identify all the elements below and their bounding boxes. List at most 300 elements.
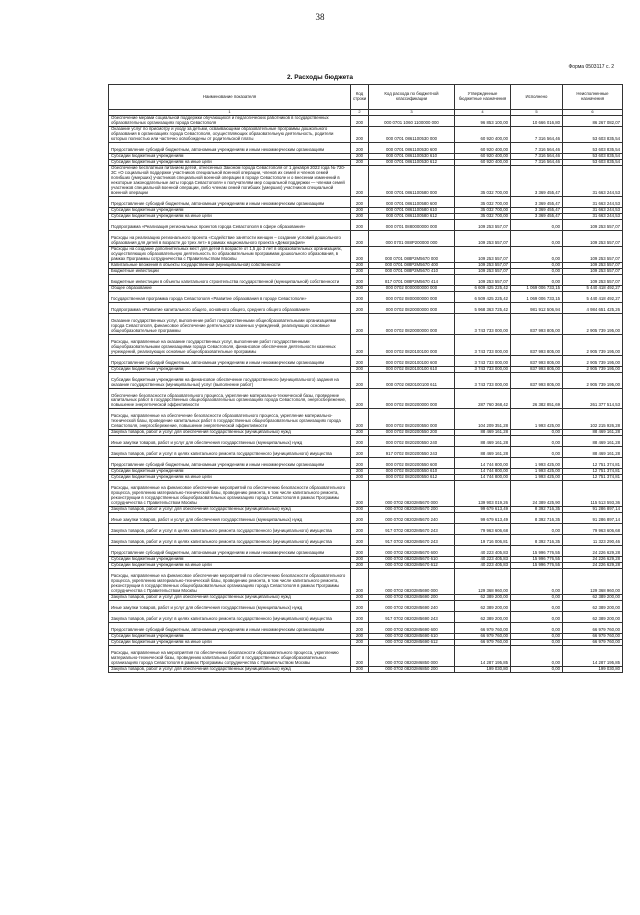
row-plan-cell: 60 920 400,00 — [455, 153, 511, 159]
row-kbk-cell: 000 0702 08202М5670 240 — [369, 513, 455, 524]
row-kbk-cell: 000 0702 08202М5670 612 — [369, 563, 455, 569]
row-plan-cell: 35 032 700,00 — [455, 207, 511, 213]
col-header-done: Исполнено — [511, 85, 563, 110]
row-done-cell: 837 993 805,00 — [511, 366, 563, 372]
row-plan-cell: 99 679 613,49 — [455, 513, 511, 524]
row-plan-cell: 62 389 200,00 — [455, 612, 511, 623]
row-done-cell: 1 993 425,00 — [511, 475, 563, 481]
row-done-cell: 7 316 564,46 — [511, 159, 563, 165]
row-plan-cell: 99 679 613,49 — [455, 507, 511, 513]
row-rest-cell: 88 469 161,28 — [563, 430, 623, 436]
row-code-cell: 200 — [351, 563, 369, 569]
row-rest-cell: 2 905 739 195,00 — [563, 313, 623, 334]
row-plan-cell: 109 253 557,07 — [455, 268, 511, 274]
row-done-cell: 8 392 716,35 — [511, 507, 563, 513]
row-rest-cell: 91 286 897,14 — [563, 513, 623, 524]
row-plan-cell: 6 509 425 225,42 — [455, 291, 511, 302]
row-rest-cell: 109 253 557,07 — [563, 262, 623, 268]
table-body — [109, 116, 623, 673]
row-plan-cell: 66 979 760,00 — [455, 640, 511, 646]
table-row — [109, 302, 623, 313]
row-code-cell: 200 — [351, 230, 369, 246]
form-label: Форма 0503117 с. 2 — [568, 64, 614, 70]
row-plan-cell: 14 744 800,00 — [455, 458, 511, 469]
row-rest-cell: 79 963 606,68 — [563, 524, 623, 535]
row-code-cell: 200 — [351, 640, 369, 646]
row-plan-cell: 62 389 200,00 — [455, 601, 511, 612]
row-name-cell: Закупка товаров, работ и услуг в целях капитального ремонта государственного (муниципального) имущества — [109, 524, 351, 535]
row-kbk-cell: 000 0701 0861100530 612 — [369, 159, 455, 165]
row-rest-cell: 5 440 418 492,27 — [563, 291, 623, 302]
row-rest-cell: 109 253 557,07 — [563, 230, 623, 246]
table-row — [109, 196, 623, 207]
row-rest-cell: 102 215 926,28 — [563, 409, 623, 430]
row-done-cell: 0,00 — [511, 246, 563, 262]
row-code-cell: 200 — [351, 366, 369, 372]
row-rest-cell: 31 663 244,53 — [563, 166, 623, 197]
row-code-cell: 200 — [351, 475, 369, 481]
row-kbk-cell: 000 0701 088P2М5670 410 — [369, 268, 455, 274]
row-plan-cell: 60 920 400,00 — [455, 127, 511, 143]
row-kbk-cell: 000 0701 0861100580 600 — [369, 196, 455, 207]
row-plan-cell: 109 253 557,07 — [455, 246, 511, 262]
table-row — [109, 116, 623, 127]
row-name-cell: Закупка товаров, работ и услуг в целях капитального ремонта государственного (муниципального) имущества — [109, 535, 351, 546]
row-rest-cell: 66 979 760,00 — [563, 640, 623, 646]
row-code-cell: 200 — [351, 246, 369, 262]
row-code-cell: 200 — [351, 469, 369, 475]
row-done-cell: 8 392 716,35 — [511, 513, 563, 524]
row-done-cell: 837 993 805,00 — [511, 334, 563, 355]
col-number: 2 — [351, 110, 369, 116]
row-name-cell: Расходы, направленные на финансовое обеспечение мероприятий по обеспечению безопасности образовательного процесса, укреплению материально-технической базы, проведению ремонта, в том числе капитального ремонта, реконструкции в государственных общеобразовательных организациях города Севастополя в рамках Программы сотрудничества с Правительством Москвы — [109, 569, 351, 595]
row-name-cell: Бюджетные инвестиции в объекты капитального строительства государственной (муниципальной) собственности — [109, 274, 351, 285]
row-done-cell: 3 369 455,47 — [511, 213, 563, 219]
table-row — [109, 334, 623, 355]
row-rest-cell: 91 286 897,14 — [563, 507, 623, 513]
table-row — [109, 546, 623, 557]
row-code-cell: 200 — [351, 313, 369, 334]
col-header-name: Наименование показателя — [109, 85, 351, 110]
row-name-cell: Субсидии бюджетным учреждениям — [109, 557, 351, 563]
row-code-cell: 200 — [351, 513, 369, 524]
row-code-cell: 200 — [351, 557, 369, 563]
row-rest-cell: 53 603 835,54 — [563, 159, 623, 165]
row-rest-cell: 2 905 739 195,00 — [563, 366, 623, 372]
row-kbk-cell: 000 0702 08202М5690 600 — [369, 623, 455, 634]
row-kbk-cell: 000 0702 0820200550 612 — [369, 475, 455, 481]
table-row — [109, 166, 623, 197]
row-plan-cell: 104 209 351,28 — [455, 409, 511, 430]
row-rest-cell: 53 603 835,54 — [563, 153, 623, 159]
row-rest-cell: 24 226 629,28 — [563, 546, 623, 557]
row-name-cell: Субсидии бюджетным учреждениям — [109, 634, 351, 640]
row-kbk-cell: 000 0702 0820200000 000 — [369, 388, 455, 409]
row-done-cell: 0,00 — [511, 646, 563, 667]
row-name-cell: Субсидии бюджетным учреждениям — [109, 366, 351, 372]
row-code-cell: 200 — [351, 569, 369, 595]
col-number: 4 — [455, 110, 511, 116]
row-done-cell: 7 316 564,46 — [511, 127, 563, 143]
table-row — [109, 355, 623, 366]
row-rest-cell: 129 368 960,00 — [563, 569, 623, 595]
row-kbk-cell: 000 0702 0820000000 000 — [369, 313, 455, 334]
row-rest-cell: 12 751 374,81 — [563, 475, 623, 481]
row-rest-cell: 53 603 835,54 — [563, 142, 623, 153]
row-done-cell: 1 069 006 733,15 — [511, 291, 563, 302]
row-rest-cell: 86 267 082,07 — [563, 116, 623, 127]
row-kbk-cell: 000 0702 0820100100 000 — [369, 334, 455, 355]
row-kbk-cell: 000 0702 0820200550 000 — [369, 409, 455, 430]
row-plan-cell: 40 223 405,83 — [455, 563, 511, 569]
row-code-cell: 200 — [351, 546, 369, 557]
row-done-cell: 3 369 455,47 — [511, 166, 563, 197]
row-code-cell: 200 — [351, 481, 369, 507]
row-name-cell: Оказание государственных услуг, выполнение работ государственными общеобразовательными организациями города Севастополя, финансовое обеспечение деятельности казенных учреждений, реализующих основные общеобразовательные программы — [109, 313, 351, 334]
row-name-cell: Подпрограмма «Реализация региональных проектов города Севастополя в сфере образования» — [109, 219, 351, 230]
row-kbk-cell: 000 0702 0820200550 200 — [369, 430, 455, 436]
row-name-cell: Предоставление субсидий бюджетным, автономным учреждениям и иным некоммерческим организациям — [109, 355, 351, 366]
row-rest-cell: 88 469 161,28 — [563, 436, 623, 447]
row-kbk-cell: 817 0701 088P2М5670 414 — [369, 274, 455, 285]
row-done-cell: 1 993 425,00 — [511, 458, 563, 469]
row-name-cell: Субсидии бюджетным учреждениям — [109, 469, 351, 475]
row-plan-cell: 109 253 557,07 — [455, 274, 511, 285]
row-plan-cell: 14 744 800,00 — [455, 469, 511, 475]
row-kbk-cell: 917 0702 0820200550 243 — [369, 447, 455, 458]
table-row — [109, 623, 623, 634]
row-name-cell: Субсидии бюджетным учреждениям — [109, 153, 351, 159]
table-row — [109, 601, 623, 612]
row-plan-cell: 3 743 733 000,00 — [455, 366, 511, 372]
row-plan-cell: 109 253 557,07 — [455, 230, 511, 246]
row-code-cell: 200 — [351, 436, 369, 447]
row-code-cell: 200 — [351, 623, 369, 634]
row-kbk-cell: 000 0701 088P200000 000 — [369, 230, 455, 246]
row-kbk-cell: 000 0702 08202М5690 240 — [369, 601, 455, 612]
row-done-cell: 0,00 — [511, 595, 563, 601]
row-kbk-cell: 000 0702 08202М5690 000 — [369, 569, 455, 595]
row-done-cell: 981 912 506,94 — [511, 302, 563, 313]
row-name-cell: Закупка товаров, работ и услуг в целях капитального ремонта государственного (муниципального) имущества — [109, 612, 351, 623]
row-rest-cell: 5 440 418 492,27 — [563, 285, 623, 291]
row-plan-cell: 60 920 400,00 — [455, 159, 511, 165]
row-name-cell: Обеспечение безопасности образовательного процесса, укрепление материально-технической базы, проведение капитальных работ в государственных общеобразовательных организациях города Севастополя, энергосбережение, повышение энергетической эффективности — [109, 388, 351, 409]
row-code-cell: 200 — [351, 409, 369, 430]
row-rest-cell: 12 751 374,81 — [563, 458, 623, 469]
table-row — [109, 219, 623, 230]
row-rest-cell: 109 253 557,07 — [563, 219, 623, 230]
row-code-cell: 200 — [351, 601, 369, 612]
row-plan-cell: 14 744 800,00 — [455, 475, 511, 481]
row-done-cell: 837 993 805,00 — [511, 372, 563, 388]
col-header-rest: Неисполненные назначения — [563, 85, 623, 110]
row-plan-cell: 3 743 733 000,00 — [455, 372, 511, 388]
row-code-cell: 200 — [351, 667, 369, 673]
row-done-cell: 0,00 — [511, 230, 563, 246]
row-rest-cell: 31 663 244,53 — [563, 196, 623, 207]
row-name-cell: Субсидии бюджетным учреждениям — [109, 207, 351, 213]
row-name-cell: Предоставление субсидий бюджетным, автономным учреждениям и иным некоммерческим организациям — [109, 196, 351, 207]
row-plan-cell: 79 963 606,68 — [455, 524, 511, 535]
table-row — [109, 524, 623, 535]
row-rest-cell: 11 323 290,46 — [563, 535, 623, 546]
row-plan-cell: 199 030,80 — [455, 667, 511, 673]
row-kbk-cell: 000 0702 08202М5670 600 — [369, 546, 455, 557]
row-done-cell: 0,00 — [511, 219, 563, 230]
row-code-cell: 200 — [351, 196, 369, 207]
row-code-cell: 200 — [351, 207, 369, 213]
row-code-cell: 200 — [351, 458, 369, 469]
row-code-cell: 200 — [351, 291, 369, 302]
row-code-cell: 200 — [351, 116, 369, 127]
row-done-cell: 0,00 — [511, 430, 563, 436]
row-plan-cell: 96 853 100,00 — [455, 116, 511, 127]
col-number: 1 — [109, 110, 351, 116]
row-done-cell: 837 993 805,00 — [511, 313, 563, 334]
row-code-cell: 200 — [351, 535, 369, 546]
row-done-cell: 0,00 — [511, 569, 563, 595]
row-done-cell: 0,00 — [511, 640, 563, 646]
row-plan-cell: 109 253 557,07 — [455, 219, 511, 230]
row-kbk-cell: 000 0702 08202М5670 610 — [369, 557, 455, 563]
row-name-cell: Субсидии бюджетным учреждениям на иные цели — [109, 159, 351, 165]
row-kbk-cell: 917 0702 08202М5670 243 — [369, 535, 455, 546]
row-rest-cell: 2 905 739 195,00 — [563, 334, 623, 355]
table-row — [109, 513, 623, 524]
row-plan-cell: 88 469 161,28 — [455, 447, 511, 458]
table-row — [109, 142, 623, 153]
row-rest-cell: 12 751 374,81 — [563, 469, 623, 475]
table-row — [109, 291, 623, 302]
row-done-cell: 0,00 — [511, 634, 563, 640]
table-row — [109, 569, 623, 595]
row-rest-cell: 14 287 195,85 — [563, 646, 623, 667]
row-plan-cell: 35 032 700,00 — [455, 213, 511, 219]
row-kbk-cell: 000 0701 0861100580 610 — [369, 207, 455, 213]
row-done-cell: 3 369 455,47 — [511, 196, 563, 207]
row-plan-cell: 287 760 368,42 — [455, 388, 511, 409]
row-name-cell: Иные закупки товаров, работ и услуг для обеспечения государственных (муниципальных) нужд — [109, 436, 351, 447]
row-code-cell: 200 — [351, 302, 369, 313]
table-row — [109, 447, 623, 458]
table-row — [109, 230, 623, 246]
row-code-cell: 200 — [351, 274, 369, 285]
row-kbk-cell: 000 0701 1060 1100000 000 — [369, 116, 455, 127]
row-rest-cell: 31 663 244,53 — [563, 213, 623, 219]
row-done-cell: 1 993 425,00 — [511, 469, 563, 475]
row-rest-cell: 66 979 760,00 — [563, 623, 623, 634]
col-header-code: Код строки — [351, 85, 369, 110]
row-name-cell: Государственная программа города Севастополя «Развитие образования в городе Севастополе» — [109, 291, 351, 302]
col-number: 3 — [369, 110, 455, 116]
row-rest-cell: 109 253 557,07 — [563, 274, 623, 285]
report-title: 2. Расходы бюджета — [287, 74, 353, 81]
row-name-cell: Субсидии бюджетным учреждениям на иные цели — [109, 563, 351, 569]
table-row — [109, 646, 623, 667]
row-code-cell: 200 — [351, 524, 369, 535]
row-plan-cell: 88 469 161,28 — [455, 436, 511, 447]
row-kbk-cell: 000 0702 0800000000 000 — [369, 291, 455, 302]
table-row — [109, 274, 623, 285]
row-code-cell: 200 — [351, 634, 369, 640]
row-plan-cell: 6 609 425 225,42 — [455, 285, 511, 291]
row-kbk-cell: 000 0702 0820100100 611 — [369, 372, 455, 388]
row-plan-cell: 60 920 400,00 — [455, 142, 511, 153]
row-plan-cell: 129 368 960,00 — [455, 569, 511, 595]
row-code-cell: 200 — [351, 153, 369, 159]
row-code-cell: 200 — [351, 646, 369, 667]
row-kbk-cell: 000 0702 0820200550 610 — [369, 469, 455, 475]
row-plan-cell: 3 743 733 000,00 — [455, 313, 511, 334]
row-kbk-cell: 000 0701 088P2М5670 000 — [369, 246, 455, 262]
row-name-cell: Субсидии бюджетным учреждениям на иные цели — [109, 213, 351, 219]
table-row — [109, 388, 623, 409]
row-name-cell: Расходы, направленные на финансовое обеспечение мероприятий по обеспечению безопасности образовательного процесса, укреплению материально-технической базы, проведению ремонта, в том числе капитального ремонта, реконструкции в государственных общеобразовательных организациях города Севастополя в рамках Программы сотрудничества с Правительством Москвы — [109, 481, 351, 507]
row-name-cell: Бюджетные инвестиции — [109, 268, 351, 274]
row-done-cell: 0,00 — [511, 274, 563, 285]
row-plan-cell: 35 032 700,00 — [455, 166, 511, 197]
row-code-cell: 200 — [351, 268, 369, 274]
row-name-cell: Иные закупки товаров, работ и услуг для обеспечения государственных (муниципальных) нужд — [109, 601, 351, 612]
row-name-cell: Общее образование — [109, 285, 351, 291]
row-plan-cell: 35 032 700,00 — [455, 196, 511, 207]
row-done-cell: 0,00 — [511, 268, 563, 274]
table-row — [109, 409, 623, 430]
row-done-cell: 7 316 564,46 — [511, 142, 563, 153]
row-name-cell: Иные закупки товаров, работ и услуг для обеспечения государственных (муниципальных) нужд — [109, 513, 351, 524]
row-code-cell: 200 — [351, 388, 369, 409]
row-rest-cell: 2 905 739 195,00 — [563, 355, 623, 366]
row-rest-cell: 24 226 629,28 — [563, 557, 623, 563]
row-code-cell: 200 — [351, 372, 369, 388]
row-kbk-cell: 917 0702 08202М5690 243 — [369, 612, 455, 623]
table-row — [109, 127, 623, 143]
row-kbk-cell: 000 0702 08202М5670 200 — [369, 507, 455, 513]
row-plan-cell: 19 716 006,81 — [455, 535, 511, 546]
row-done-cell: 3 369 455,47 — [511, 207, 563, 213]
row-name-cell: Закупка товаров, работ и услуг для обеспечения государственных (муниципальных) нужд — [109, 595, 351, 601]
row-done-cell: 0,00 — [511, 524, 563, 535]
col-number: 5 — [511, 110, 563, 116]
row-plan-cell: 66 979 760,00 — [455, 634, 511, 640]
row-name-cell: Капитальные вложения в объекты государственной (муниципальной) собственности — [109, 262, 351, 268]
row-plan-cell: 40 223 405,83 — [455, 557, 511, 563]
row-name-cell: Предоставление субсидий бюджетным, автономным учреждениям и иным некоммерческим организациям — [109, 623, 351, 634]
row-name-cell: Предоставление субсидий бюджетным, автономным учреждениям и иным некоммерческим организациям — [109, 142, 351, 153]
row-kbk-cell: 000 0701 088P2М5670 400 — [369, 262, 455, 268]
table-row — [109, 667, 623, 673]
row-plan-cell: 62 389 200,00 — [455, 595, 511, 601]
row-rest-cell: 88 469 161,28 — [563, 447, 623, 458]
col-number: 6 — [563, 110, 623, 116]
table-row — [109, 372, 623, 388]
row-kbk-cell: 000 0701 0861100580 000 — [369, 166, 455, 197]
row-code-cell: 200 — [351, 166, 369, 197]
table-row — [109, 535, 623, 546]
row-name-cell: Подпрограмма «Развитие капитального общего, основного общего, среднего общего образования» — [109, 302, 351, 313]
row-done-cell: 0,00 — [511, 436, 563, 447]
row-code-cell: 200 — [351, 285, 369, 291]
row-kbk-cell: 000 0702 0000000000 000 — [369, 285, 455, 291]
row-done-cell: 0,00 — [511, 623, 563, 634]
row-kbk-cell: 000 0702 08202М5670 000 — [369, 481, 455, 507]
row-rest-cell: 62 389 200,00 — [563, 595, 623, 601]
row-code-cell: 200 — [351, 507, 369, 513]
row-kbk-cell: 000 0702 0820100100 600 — [369, 355, 455, 366]
row-plan-cell: 66 979 760,00 — [455, 623, 511, 634]
row-done-cell: 7 316 564,46 — [511, 153, 563, 159]
row-name-cell: Оказание услуг по присмотру и уходу за детьми, осваивающими образовательные программы дошкольного образования в организациях города Севастополя, осуществляющих образовательную деятельность, родители которых полностью или частично освобождены от родительской платы — [109, 127, 351, 143]
row-code-cell: 200 — [351, 219, 369, 230]
row-kbk-cell: 000 0702 0820100100 610 — [369, 366, 455, 372]
row-kbk-cell: 917 0702 08202М5670 243 — [369, 524, 455, 535]
row-name-cell: Расходы, направленные на оказание государственных услуг, выполнение работ государственными общеобразовательными организациями города Севастополя, финансовое обеспечение деятельности казенных учреждений, реализующих основные общеобразовательные программы — [109, 334, 351, 355]
row-done-cell: 15 996 776,55 — [511, 546, 563, 557]
row-rest-cell: 199 030,80 — [563, 667, 623, 673]
row-kbk-cell: 000 0701 0861100580 612 — [369, 213, 455, 219]
row-code-cell: 200 — [351, 430, 369, 436]
row-name-cell: Закупка товаров, работ и услуг для обеспечения государственных (муниципальных) нужд — [109, 507, 351, 513]
table-row — [109, 458, 623, 469]
row-rest-cell: 24 226 629,28 — [563, 563, 623, 569]
row-code-cell: 200 — [351, 447, 369, 458]
row-done-cell: 0,00 — [511, 262, 563, 268]
row-rest-cell: 115 513 593,36 — [563, 481, 623, 507]
row-code-cell: 200 — [351, 595, 369, 601]
row-name-cell: Обеспечение бесплатным питанием детей, отнесенных Законом города Севастополя от 1 декабря 2022 года № 720-ЗС «О социальной поддержке участников специальной военной операции, членов их семей и членов семей погибших (умерших) участников специальной военной операции в городе Севастополе и о внесении изменений в некоторые законодательные акты города Севастополя» к получателям мер социальной поддержки — членам семей участников специальной военной операции, либо членам семей погибших (умерших) участников специальной военной операции — [109, 166, 351, 197]
row-name-cell: Обеспечение мерами социальной поддержки обучающихся и педагогических работников в государственных образовательных организациях города Севастополя — [109, 116, 351, 127]
row-kbk-cell: 000 0701 0880000000 000 — [369, 219, 455, 230]
row-kbk-cell: 000 0701 0861100530 610 — [369, 153, 455, 159]
row-done-cell: 10 666 016,80 — [511, 116, 563, 127]
row-code-cell: 200 — [351, 213, 369, 219]
row-name-cell: Расходы, направленные на обеспечение безопасности образовательного процесса, укрепление материально-технической базы, проведение капитальных работ в государственных общеобразовательных организациях города Севастополя, энергосбережение, повышение энергетической эффективности — [109, 409, 351, 430]
row-done-cell: 24 389 425,90 — [511, 481, 563, 507]
row-rest-cell: 62 389 200,00 — [563, 601, 623, 612]
table-row — [109, 612, 623, 623]
row-plan-cell: 3 743 733 000,00 — [455, 334, 511, 355]
row-name-cell: Субсидии бюджетным учреждениям на иные цели — [109, 475, 351, 481]
row-name-cell: Расходы на создание дополнительных мест для детей в возрасте от 1,5 до 3 лет в образовательных организациях, осуществляющих образовательную деятельность по образовательным программам дошкольного образования, в рамках Программы сотрудничества с Правительством Москвы — [109, 246, 351, 262]
row-done-cell: 0,00 — [511, 601, 563, 612]
row-name-cell: Субсидии бюджетным учреждениям на иные цели — [109, 640, 351, 646]
row-code-cell: 200 — [351, 142, 369, 153]
row-rest-cell: 2 905 739 195,00 — [563, 372, 623, 388]
row-name-cell: Закупка товаров, работ и услуг в целях капитального ремонта государственного (муниципального) имущества — [109, 447, 351, 458]
row-kbk-cell: 000 0702 08202М5690 200 — [369, 595, 455, 601]
row-done-cell: 15 996 776,55 — [511, 563, 563, 569]
table-row — [109, 246, 623, 262]
row-done-cell: 1 069 006 733,15 — [511, 285, 563, 291]
row-plan-cell: 109 253 557,07 — [455, 262, 511, 268]
row-code-cell: 200 — [351, 334, 369, 355]
row-kbk-cell: 000 0702 08202М5690 610 — [369, 634, 455, 640]
page-number: 38 — [315, 12, 325, 22]
row-plan-cell: 40 223 405,83 — [455, 546, 511, 557]
row-name-cell: Расходы, направленные на мероприятия по обеспечению безопасности образовательного процесса, укреплению материально-технической базы, проведению капитальных работ в государственных общеобразовательных организациях города Севастополя в рамках Программы сотрудничества с Правительством Москвы — [109, 646, 351, 667]
row-rest-cell: 53 603 835,54 — [563, 127, 623, 143]
row-code-cell: 200 — [351, 612, 369, 623]
row-kbk-cell: 000 0702 08202М5690 612 — [369, 640, 455, 646]
row-name-cell: Субсидии бюджетным учреждениям на финансовое обеспечение государственного (муниципального) задания на оказание государственных (муниципальных) услуг (выполнение работ) — [109, 372, 351, 388]
row-rest-cell: 109 253 557,07 — [563, 246, 623, 262]
expenses-table — [108, 84, 623, 673]
row-rest-cell: 31 663 244,53 — [563, 207, 623, 213]
row-done-cell: 0,00 — [511, 447, 563, 458]
table-row — [109, 481, 623, 507]
row-plan-cell: 139 903 019,26 — [455, 481, 511, 507]
